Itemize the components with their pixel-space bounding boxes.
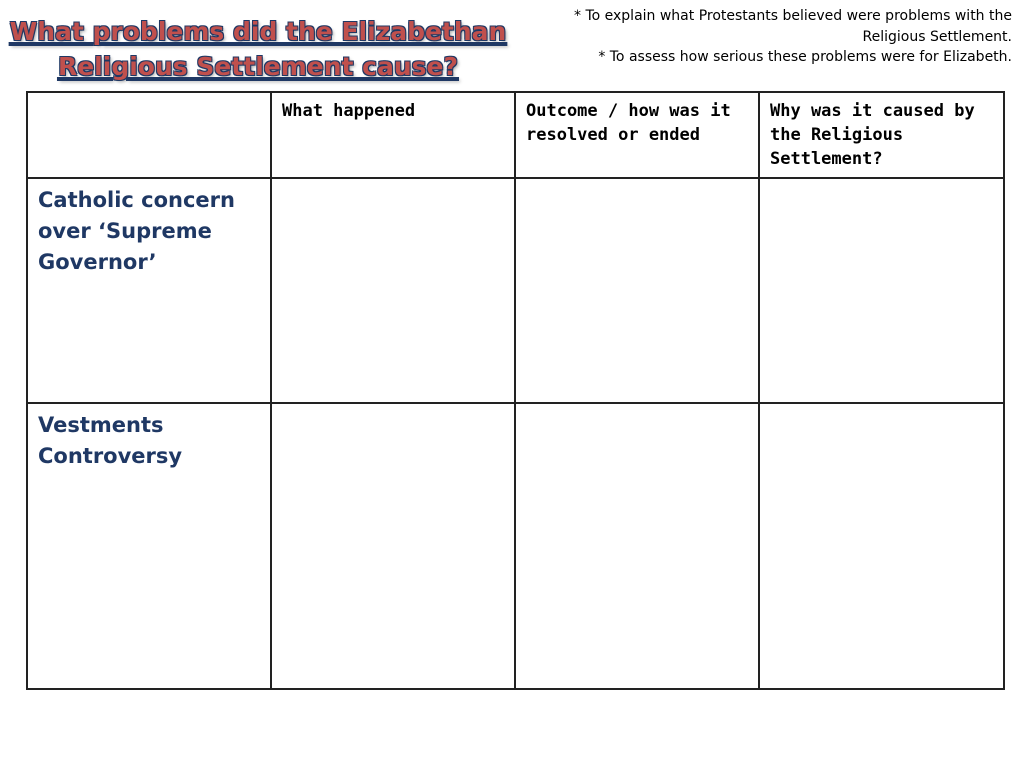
answer-cell-outcome[interactable] <box>515 403 759 689</box>
objective-line-1: * To explain what Protestants believed were problems with the <box>574 8 1012 24</box>
corner-cell <box>27 92 271 178</box>
table-row <box>27 403 1004 689</box>
worksheet-table <box>26 91 1005 690</box>
answer-cell-why-caused[interactable] <box>759 403 1004 689</box>
objective-line-2: Religious Settlement. <box>862 28 1012 45</box>
answer-cell-outcome[interactable] <box>515 178 759 403</box>
page-title <box>8 14 508 84</box>
learning-objectives <box>492 6 1012 68</box>
row-label-supreme-governor: Catholic concern over ‘Supreme Governor’ <box>27 178 271 403</box>
title-line-2: Religious Settlement cause? <box>57 52 459 81</box>
answer-cell-what-happened[interactable] <box>271 403 515 689</box>
row-label-vestments: Vestments Controversy <box>27 403 271 689</box>
column-header-what-happened: What happened <box>271 92 515 178</box>
answer-cell-why-caused[interactable] <box>759 178 1004 403</box>
column-header-outcome: Outcome / how was it resolved or ended <box>515 92 759 178</box>
objective-line-3: * To assess how serious these problems were for Elizabeth. <box>598 49 1012 65</box>
title-line-1: What problems did the Elizabethan <box>9 17 507 46</box>
column-header-why-caused: Why was it caused by the Religious Settlement? <box>759 92 1004 178</box>
answer-cell-what-happened[interactable] <box>271 178 515 403</box>
header-row <box>27 92 1004 178</box>
table-row <box>27 178 1004 403</box>
